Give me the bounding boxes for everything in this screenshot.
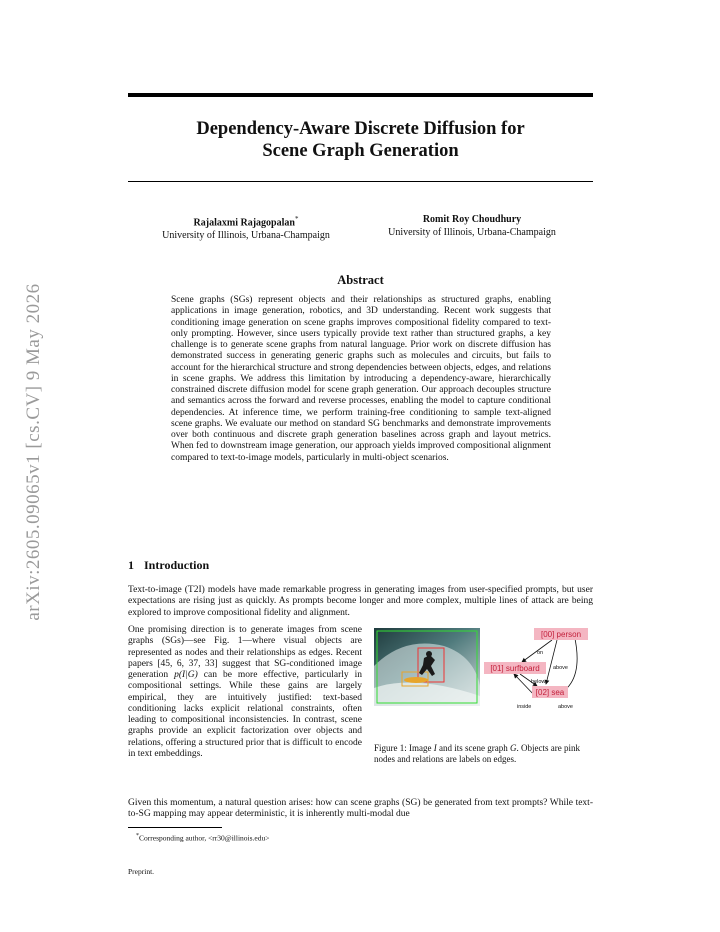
arxiv-identifier <box>14 262 54 642</box>
edge-label-above-1: above <box>553 665 568 671</box>
title-top-rule <box>128 93 593 97</box>
section-number: 1 <box>128 558 134 572</box>
intro-paragraph-2-part-b: can be more effective, particularly in compositional settings. While these gains are largely empirical, they are intuitively justified: text-based conditioning lacks explicit relational constraints, often leading to compositional inconsistencies. In contrast, scene graphs provide an explicit factorization over objects and relations, offering a structured prior that is difficult to encode in text embeddings. <box>128 670 363 759</box>
edge-person-sea <box>546 640 557 684</box>
figure-1-caption <box>374 743 594 765</box>
section-title: Introduction <box>144 558 210 572</box>
intro-paragraph-2-math: p(I|G) <box>174 670 198 680</box>
author-1-name: Rajalaxmi Rajagopalan <box>193 217 295 229</box>
paper-title-line1: Dependency-Aware Discrete Diffusion for <box>196 119 525 139</box>
caption-part-a: Figure 1: Image <box>374 743 434 753</box>
intro-paragraph-1: Text-to-image (T2I) models have made remarkable progress in generating images from user-specified prompts, but user expectations are rising just as quickly. As prompts become longer and more complex, multiple lines of attack are being explored to improve compositional fidelity and alignment. <box>128 585 593 618</box>
intro-paragraph-2-part-a: One promising direction is to generate images from scene graphs (SGs)—see Fig. 1—where visual objects are represented as nodes and their relationships as edges. Recent papers [45, 6, 37, 33] suggest that SG-conditioned image generation <box>128 625 362 680</box>
section-heading-introduction <box>128 558 209 573</box>
paper-title <box>128 118 593 162</box>
author-1-affiliation: University of Illinois, Urbana-Champaign <box>162 230 330 242</box>
node-person-label: [00] person <box>540 630 582 639</box>
arxiv-identifier-text: arXiv:2605.09065v1 [cs.CV] 9 May 2026 <box>23 283 44 621</box>
author-1 <box>146 213 346 242</box>
edge-label-below: below <box>531 679 546 685</box>
figure-1 <box>374 626 592 740</box>
caption-math-G: G <box>509 743 517 753</box>
author-2 <box>372 213 572 239</box>
figure-1-graphic <box>374 626 592 740</box>
edge-label-inside: inside <box>517 704 532 710</box>
node-sea-label: [02] sea <box>535 688 565 697</box>
scene-graph <box>484 628 588 710</box>
edge-label-above-2: above <box>558 704 573 710</box>
caption-part-b: and its scene graph <box>436 743 510 753</box>
caption-math-I: I <box>433 743 437 753</box>
author-1-mark: * <box>294 215 299 223</box>
edge-label-on: on <box>537 650 544 656</box>
intro-paragraph-2 <box>128 625 362 760</box>
surfer-photo <box>374 628 480 706</box>
author-2-name: Romit Roy Choudhury <box>422 214 522 225</box>
abstract-text: Scene graphs (SGs) represent objects and their relationships as structured graphs, enabling applications in image generation, robotics, and 3D understanding. Recent work suggests that conditioning image generation on scene graphs improves compositional fidelity compared to text-only prompting. However, since users typically provide text rather than structured graphs, a key challenge is to generate scene graphs from natural language. Prior work on discrete diffusion has demonstrated success in generating generic graphs such as molecules and circuits, but fails to account for the hierarchical structure and strong dependencies between objects, edges, and relations in scene graphs. We address this limitation by introducing a dependency-aware, hierarchically constrained discrete diffusion model for scene graph generation. Our approach decouples structure and semantics across the forward and reverse processes, enabling the model to capture conditional dependencies. At inference time, we perform training-free conditioning to sample text-aligned scene graphs. We evaluate our method on standard SG benchmarks and demonstrate improvements over both continuous and discrete graph generation baselines across graph and layout metrics. When fed to downstream image generation, our approach yields improved compositional alignment compared to text-to-image models, particularly in multi-object scenarios. <box>171 295 551 463</box>
footnote-rule <box>128 827 222 828</box>
footnote-text: Corresponding author, <rr30@illinois.edu> <box>139 833 270 843</box>
caption-part-c: . Objects are pink nodes and relations are labels on edges. <box>374 743 580 764</box>
author-2-affiliation: University of Illinois, Urbana-Champaign <box>388 227 556 238</box>
node-surfboard-label: [01] surfboard <box>490 664 540 673</box>
preprint-label: Preprint. <box>128 867 155 876</box>
footnote-mark: * <box>136 833 139 839</box>
footnote <box>136 831 269 844</box>
paper-title-line2: Scene Graph Generation <box>262 141 459 161</box>
abstract-heading: Abstract <box>337 273 384 287</box>
intro-paragraph-3: Given this momentum, a natural question arises: how can scene graphs (SG) be generated from text prompts? While text-to-SG mapping may appear deterministic, it is inherently multi-modal due <box>128 798 593 820</box>
title-bottom-rule <box>128 181 593 182</box>
